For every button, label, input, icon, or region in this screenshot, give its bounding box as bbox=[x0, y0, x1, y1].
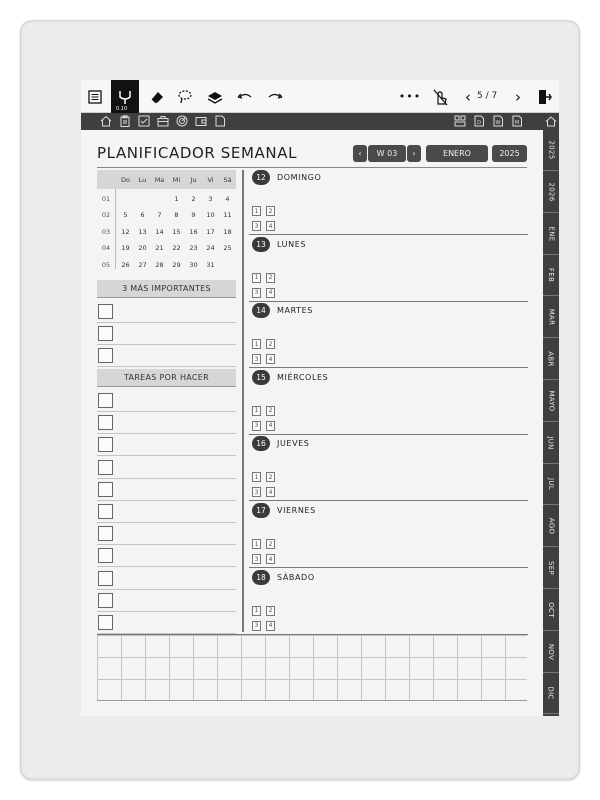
side-tab-label: SEP bbox=[547, 561, 555, 575]
priority-task-row bbox=[97, 345, 236, 367]
calendar-day[interactable]: 29 bbox=[172, 260, 181, 269]
calendar-weekday: Mi bbox=[172, 176, 181, 184]
calendar-week-number: 01 bbox=[101, 195, 111, 203]
calendar-weekday: Sá bbox=[223, 176, 232, 184]
side-tab-abr[interactable] bbox=[543, 339, 559, 380]
toc-icon[interactable] bbox=[81, 80, 109, 113]
svg-text:M: M bbox=[514, 120, 520, 126]
year-button[interactable]: 2025 bbox=[492, 145, 527, 162]
notes-grid-bottom-line bbox=[97, 700, 527, 701]
notes-icon[interactable] bbox=[214, 115, 226, 127]
todo-task-row bbox=[97, 412, 236, 434]
todo-task-checkbox[interactable] bbox=[98, 571, 113, 586]
todo-task-row bbox=[97, 457, 236, 479]
side-tab-label: 2026 bbox=[547, 182, 556, 202]
todo-task-checkbox[interactable] bbox=[98, 615, 113, 630]
priority-box[interactable]: 4 bbox=[266, 621, 275, 631]
priority-box[interactable]: 3 bbox=[252, 421, 261, 431]
priority-box[interactable]: 3 bbox=[252, 487, 261, 497]
day-name: DOMINGO bbox=[277, 173, 322, 182]
priority-box[interactable]: 1 bbox=[252, 206, 261, 216]
todo-task-checkbox[interactable] bbox=[98, 526, 113, 541]
day-number-badge[interactable]: 12 bbox=[252, 170, 270, 185]
priority-box[interactable]: 3 bbox=[252, 621, 261, 631]
day-number-badge[interactable]: 14 bbox=[252, 303, 270, 318]
calendar-day[interactable]: 4 bbox=[225, 195, 230, 203]
todo-task-checkbox[interactable] bbox=[98, 548, 113, 563]
side-tab-oct[interactable] bbox=[543, 590, 559, 631]
calendar-day[interactable]: 22 bbox=[172, 244, 181, 253]
day-block-0[interactable] bbox=[249, 168, 528, 235]
side-tab-jul[interactable] bbox=[543, 464, 559, 505]
priority-box[interactable]: 1 bbox=[252, 339, 261, 349]
calendar-day[interactable]: 26 bbox=[121, 260, 130, 269]
todo-task-row bbox=[97, 390, 236, 412]
next-page-button[interactable]: › bbox=[515, 87, 521, 106]
side-tab-ago[interactable] bbox=[543, 506, 559, 547]
side-tab-jun[interactable] bbox=[543, 423, 559, 464]
day-name: JUEVES bbox=[277, 439, 310, 449]
todo-task-row bbox=[97, 434, 236, 456]
page-title: PLANIFICADOR SEMANAL bbox=[97, 144, 298, 162]
side-tab-label: NOV bbox=[547, 643, 555, 660]
tablet-frame bbox=[20, 20, 580, 780]
pen-size-label: 0.10 bbox=[116, 106, 128, 112]
calendar-weekday: Vi bbox=[207, 176, 214, 184]
page-indicator[interactable]: 5 / 7 bbox=[477, 91, 498, 101]
priority-task-row bbox=[97, 301, 236, 323]
svg-text:W: W bbox=[495, 120, 501, 126]
redo-icon[interactable] bbox=[261, 80, 289, 113]
calendar-day[interactable]: 12 bbox=[121, 227, 130, 236]
calendar-week-number: 04 bbox=[101, 244, 111, 253]
day-block-3[interactable] bbox=[249, 368, 528, 435]
calendar-day[interactable]: 23 bbox=[189, 244, 198, 253]
day-block-5[interactable] bbox=[249, 501, 528, 568]
notes-grid[interactable] bbox=[97, 634, 527, 700]
todo-task-row bbox=[97, 590, 236, 612]
todo-task-checkbox[interactable] bbox=[98, 437, 113, 452]
todo-task-checkbox[interactable] bbox=[98, 460, 113, 475]
side-tab-label: DIC bbox=[547, 686, 555, 701]
side-tab-nov[interactable] bbox=[543, 632, 559, 673]
priority-box[interactable]: 4 bbox=[266, 354, 275, 364]
side-tab-label: JUN bbox=[546, 435, 555, 450]
priority-box[interactable]: 3 bbox=[252, 288, 261, 298]
calendar-day[interactable]: 30 bbox=[189, 260, 198, 269]
more-menu-button[interactable]: ••• bbox=[398, 90, 422, 103]
calendar-day[interactable]: 8 bbox=[174, 211, 179, 220]
month-button[interactable]: ENERO bbox=[426, 145, 488, 162]
calendar-day[interactable]: 10 bbox=[206, 211, 215, 220]
calendar-day[interactable]: 11 bbox=[223, 211, 232, 220]
priority-box[interactable]: 2 bbox=[266, 273, 275, 283]
checklist-icon[interactable] bbox=[138, 115, 150, 127]
priority-box[interactable]: 1 bbox=[252, 472, 261, 482]
day-name: VIERNES bbox=[277, 506, 316, 515]
template-nav-bar bbox=[81, 113, 543, 130]
calendar-day[interactable]: 2 bbox=[191, 195, 196, 203]
calendar-day[interactable]: 15 bbox=[172, 227, 181, 236]
day-number-badge[interactable]: 13 bbox=[252, 237, 270, 252]
calendar-day[interactable]: 17 bbox=[206, 227, 215, 236]
calendar-day[interactable]: 14 bbox=[155, 227, 164, 236]
calendar-weekday: Lu bbox=[138, 176, 147, 184]
calendar-day[interactable]: 24 bbox=[206, 244, 215, 253]
monthly-page-icon[interactable] bbox=[511, 115, 523, 127]
side-tab-label: 2025 bbox=[547, 140, 556, 160]
todo-task-row bbox=[97, 479, 236, 501]
calendar-week-number: 03 bbox=[101, 227, 111, 236]
svg-text:D: D bbox=[477, 120, 481, 126]
calendar-week-number: 05 bbox=[101, 260, 111, 269]
priority-box[interactable]: 1 bbox=[252, 539, 261, 549]
side-tab-label: MAYO bbox=[547, 390, 556, 412]
side-tab-mar[interactable] bbox=[543, 297, 559, 338]
todo-header: TAREAS POR HACER bbox=[97, 369, 236, 387]
weekly-page-icon[interactable] bbox=[492, 115, 504, 127]
day-name: LUNES bbox=[277, 239, 307, 249]
calendar-day[interactable]: 31 bbox=[206, 260, 215, 269]
year-month-tabs bbox=[543, 130, 559, 716]
todo-task-row bbox=[97, 545, 236, 567]
priority-box[interactable]: 2 bbox=[266, 472, 275, 482]
side-tab-label: OCT bbox=[546, 602, 555, 618]
home-tab-button[interactable] bbox=[543, 113, 559, 130]
todo-task-row bbox=[97, 568, 236, 590]
day-number-badge[interactable]: 18 bbox=[252, 570, 270, 585]
calendar-day[interactable]: 19 bbox=[121, 244, 130, 253]
priority-box[interactable]: 2 bbox=[266, 606, 275, 616]
prev-page-button[interactable]: ‹ bbox=[465, 87, 471, 106]
calendar-day[interactable]: 9 bbox=[191, 211, 196, 220]
next-week-button[interactable]: › bbox=[407, 145, 421, 162]
briefcase-icon[interactable] bbox=[157, 115, 169, 127]
top-priorities-header: 3 MÁS IMPORTANTES bbox=[97, 280, 236, 298]
side-tab-feb[interactable] bbox=[543, 255, 559, 296]
calendar-day[interactable]: 13 bbox=[138, 227, 147, 236]
day-name: SÁBADO bbox=[277, 572, 315, 582]
pen-icon bbox=[117, 89, 133, 105]
priority-box[interactable]: 2 bbox=[266, 339, 275, 349]
priority-box[interactable]: 3 bbox=[252, 554, 261, 564]
calendar-day[interactable]: 21 bbox=[155, 244, 164, 253]
layers-icon[interactable] bbox=[201, 80, 229, 113]
todo-task-checkbox[interactable] bbox=[98, 415, 113, 430]
calendar-weekday: Ma bbox=[154, 176, 165, 184]
daily-page-icon[interactable] bbox=[473, 115, 485, 127]
todo-task-checkbox[interactable] bbox=[98, 482, 113, 497]
side-tab-label: ENE bbox=[546, 226, 555, 242]
side-tab-label: MAR bbox=[547, 308, 555, 326]
priority-box[interactable]: 4 bbox=[266, 487, 275, 497]
todo-task-row bbox=[97, 523, 236, 545]
calendar-day[interactable]: 6 bbox=[140, 211, 145, 220]
calendar-day[interactable]: 3 bbox=[208, 195, 213, 203]
priority-box[interactable]: 2 bbox=[266, 539, 275, 549]
side-tab-dic[interactable] bbox=[543, 673, 559, 714]
priority-box[interactable]: 2 bbox=[266, 406, 275, 416]
exit-icon[interactable] bbox=[531, 80, 559, 113]
priority-box[interactable]: 1 bbox=[252, 606, 261, 616]
side-tab-label: ABR bbox=[546, 351, 555, 367]
day-number-badge[interactable]: 16 bbox=[252, 436, 270, 451]
calendar-day[interactable]: 28 bbox=[155, 260, 164, 269]
todo-task-row bbox=[97, 501, 236, 523]
priority-box[interactable]: 4 bbox=[266, 554, 275, 564]
side-tab-mayo[interactable] bbox=[543, 381, 559, 422]
day-block-4[interactable] bbox=[249, 434, 528, 501]
calendar-day[interactable]: 18 bbox=[223, 227, 232, 236]
calendar-weekday: Ju bbox=[190, 176, 197, 184]
eraser-icon[interactable] bbox=[143, 80, 171, 113]
touch-toggle-icon[interactable] bbox=[426, 80, 454, 113]
priority-task-checkbox[interactable] bbox=[98, 348, 113, 363]
calendar-week-number: 02 bbox=[101, 211, 111, 220]
side-tab-2025[interactable] bbox=[543, 130, 559, 171]
side-tab-label: JUL bbox=[547, 478, 555, 491]
calendar-weekday: Do bbox=[121, 176, 130, 184]
side-tab-label: FEB bbox=[547, 268, 555, 283]
calendar-day[interactable]: 7 bbox=[157, 211, 162, 220]
todo-task-row bbox=[97, 612, 236, 634]
todo-task-checkbox[interactable] bbox=[98, 393, 113, 408]
priority-box[interactable]: 4 bbox=[266, 421, 275, 431]
side-tab-ene[interactable] bbox=[543, 214, 559, 255]
side-tab-2026[interactable] bbox=[543, 172, 559, 213]
calendar-day[interactable]: 16 bbox=[189, 227, 198, 236]
priority-box[interactable]: 4 bbox=[266, 221, 275, 231]
toolbar bbox=[81, 80, 559, 113]
day-block-1[interactable] bbox=[249, 235, 528, 302]
day-name: MARTES bbox=[277, 306, 313, 316]
prev-week-button[interactable]: ‹ bbox=[353, 145, 367, 162]
side-tab-sep[interactable] bbox=[543, 548, 559, 589]
priority-task-checkbox[interactable] bbox=[98, 304, 113, 319]
undo-icon[interactable] bbox=[231, 80, 259, 113]
layout-icon[interactable] bbox=[454, 115, 466, 127]
day-block-6[interactable] bbox=[249, 568, 528, 635]
side-tab-label: AGO bbox=[547, 517, 555, 535]
calendar-day[interactable]: 5 bbox=[123, 211, 128, 220]
priority-task-checkbox[interactable] bbox=[98, 326, 113, 341]
calendar-day[interactable]: 20 bbox=[138, 244, 147, 253]
goal-icon[interactable] bbox=[176, 115, 188, 127]
calendar-day[interactable]: 27 bbox=[138, 260, 147, 269]
day-number-badge[interactable]: 17 bbox=[252, 503, 270, 518]
pen-tool-button[interactable] bbox=[111, 80, 139, 113]
priority-box[interactable]: 1 bbox=[252, 273, 261, 283]
home-tab-icon bbox=[543, 113, 559, 130]
column-divider bbox=[242, 170, 244, 632]
todo-task-checkbox[interactable] bbox=[98, 593, 113, 608]
home-icon[interactable] bbox=[100, 115, 112, 127]
calendar-day[interactable]: 1 bbox=[174, 195, 179, 203]
todo-task-checkbox[interactable] bbox=[98, 504, 113, 519]
priority-box[interactable]: 3 bbox=[252, 221, 261, 231]
priority-task-row bbox=[97, 323, 236, 345]
calendar-day[interactable]: 25 bbox=[223, 244, 232, 253]
priority-box[interactable]: 1 bbox=[252, 406, 261, 416]
wallet-icon[interactable] bbox=[195, 115, 207, 127]
lasso-icon[interactable] bbox=[171, 80, 199, 113]
day-block-2[interactable] bbox=[249, 301, 528, 368]
day-name: MIÉRCOLES bbox=[277, 372, 329, 382]
priority-box[interactable]: 2 bbox=[266, 206, 275, 216]
week-selector[interactable]: W 03 bbox=[368, 145, 406, 162]
calendar-week-separator bbox=[115, 189, 116, 269]
priority-box[interactable]: 4 bbox=[266, 288, 275, 298]
day-number-badge[interactable]: 15 bbox=[252, 370, 270, 385]
clipboard-icon[interactable] bbox=[119, 115, 131, 127]
priority-box[interactable]: 3 bbox=[252, 354, 261, 364]
screen bbox=[81, 80, 559, 716]
